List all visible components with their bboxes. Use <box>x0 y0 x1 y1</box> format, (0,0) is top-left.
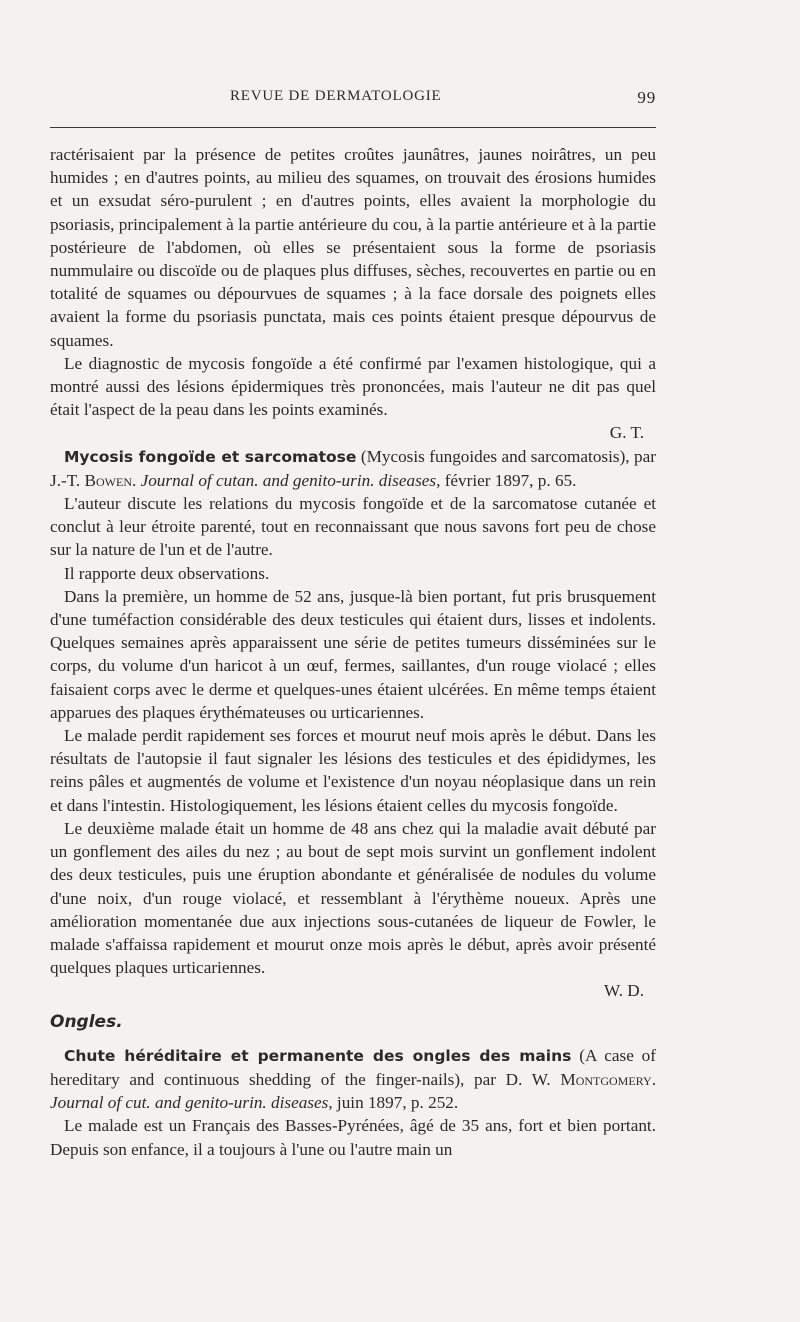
author-initials: W. D. <box>604 981 644 1001</box>
paragraph: L'auteur discute les relations du mycosis fongoïde et de la sarcomatose cutanée et conclut à leur étroite parenté, tout en reconnaissant que nous savons fort peu de chose sur la nature de l'un et de l'autre. <box>50 494 656 560</box>
paragraph <box>50 817 656 979</box>
signature-line <box>50 421 656 444</box>
page-number: 99 <box>637 88 656 107</box>
paragraph-text: Le diagnostic de mycosis fongoïde a été confirmé par l'examen histologique, qui a montré aussi des lésions épidermiques très prononcées, mais l'auteur ne dit pas quel était l'aspect de la peau dans les points examinés. <box>50 353 656 420</box>
paragraph: Dans la première, un homme de 52 ans, jusque-là bien portant, fut pris brusquement d'une tuméfaction considérable des deux testicules qui étaient durs, lisses et indolents. Quelques semaines après apparaissent une série de petites tumeurs disséminées sur le corps, du volume d'un haricot à un œuf, fermes, saillantes, d'un rouge violacé ; elles faisaient corps avec le derme et quelques-unes étaient ulcérées. En même temps étaient apparues des plaques érythémateuses ou urticariennes. <box>50 586 656 722</box>
journal-citation: Journal of cut. and genito-urin. diseases <box>50 1093 329 1113</box>
header-rule <box>50 127 656 128</box>
signature-line <box>50 979 656 1002</box>
article-title: Chute héréditaire et permanente des ongles des mains <box>64 1046 572 1065</box>
article-heading: Mycosis fongoïde et sarcomatose (Mycosis fungoides and sarcomatosis), par J.-T. Bowen. Journal of cutan. and genito-urin. diseases, février 1897, p. 65. <box>50 446 657 490</box>
page-body <box>50 143 656 1161</box>
paragraph: ractérisaient par la présence de petites croûtes jaunâtres, jaunes noirâtres, un peu humides ; en d'autres points, au milieu des squames, on trouvait des érosions humides et un exsudat séro-purulent ; en d'autres points, elles avaient la morphologie du psoriasis, principalement à la partie antérieure du cou, à la partie antérieure et à la partie postérieure de l'abdomen, où elles se présentaient sous la forme de psoriasis nummulaire ou discoïde ou de plaques plus diffuses, sèches, recouvertes en partie ou en totalité de squames ou dépourvues de squames ; à la face dorsale des poignets elles avaient la forme du psoriasis punctata, mais ces points étaient presque dépourvus de squames. <box>50 145 656 350</box>
article-heading: Chute héréditaire et permanente des ongles des mains (A case of hereditary and continuous shedding of the finger-nails), par D. W. Montgomery. Journal of cut. and genito-urin. diseases, juin 1897, p. 252. <box>50 1045 656 1113</box>
paragraph: Le malade est un Français des Basses-Pyrénées, âgé de 35 ans, fort et bien portant. Depuis son enfance, il a toujours à l'une ou l'autre main un <box>50 1116 656 1159</box>
paragraph-text: Le deuxième malade était un homme de 48 ans chez qui la maladie avait débuté par un gonflement des ailes du nez ; au bout de sept mois survint un gonflement indolent des deux testicules, puis une éruption abondante et généralisée de nodules du volume d'une noix, d'un rouge violacé, et ressemblant à l'érythème noueux. Après une amélioration momentanée due aux injections sous-cutanées de liqueur de Fowler, le malade s'affaissa rapidement et mourut onze mois après le début, après avoir présenté quelques plaques urticariennes. <box>50 818 656 978</box>
paragraph: Il rapporte deux observations. <box>64 563 270 583</box>
section-heading: Ongles. <box>50 1011 123 1032</box>
journal-citation: Journal of cutan. and genito-urin. diseases <box>140 470 437 490</box>
article-author: Bowen <box>84 470 132 490</box>
article-author: Montgomery <box>560 1069 652 1089</box>
journal-title: REVUE DE DERMATOLOGIE <box>230 88 442 104</box>
paragraph <box>50 352 656 422</box>
paragraph: Le malade perdit rapidement ses forces et mourut neuf mois après le début. Dans les résultats de l'autopsie il faut signaler les lésions des testicules et des épididymes, les reins pâles et augmentés de volume et l'existence d'un noyau néoplasique dans un rein et dans l'intestin. Histologiquement, les lésions étaient celles du mycosis fongoïde. <box>50 726 656 815</box>
author-initials: G. T. <box>609 423 644 443</box>
article-title: Mycosis fongoïde et sarcomatose <box>64 447 357 466</box>
